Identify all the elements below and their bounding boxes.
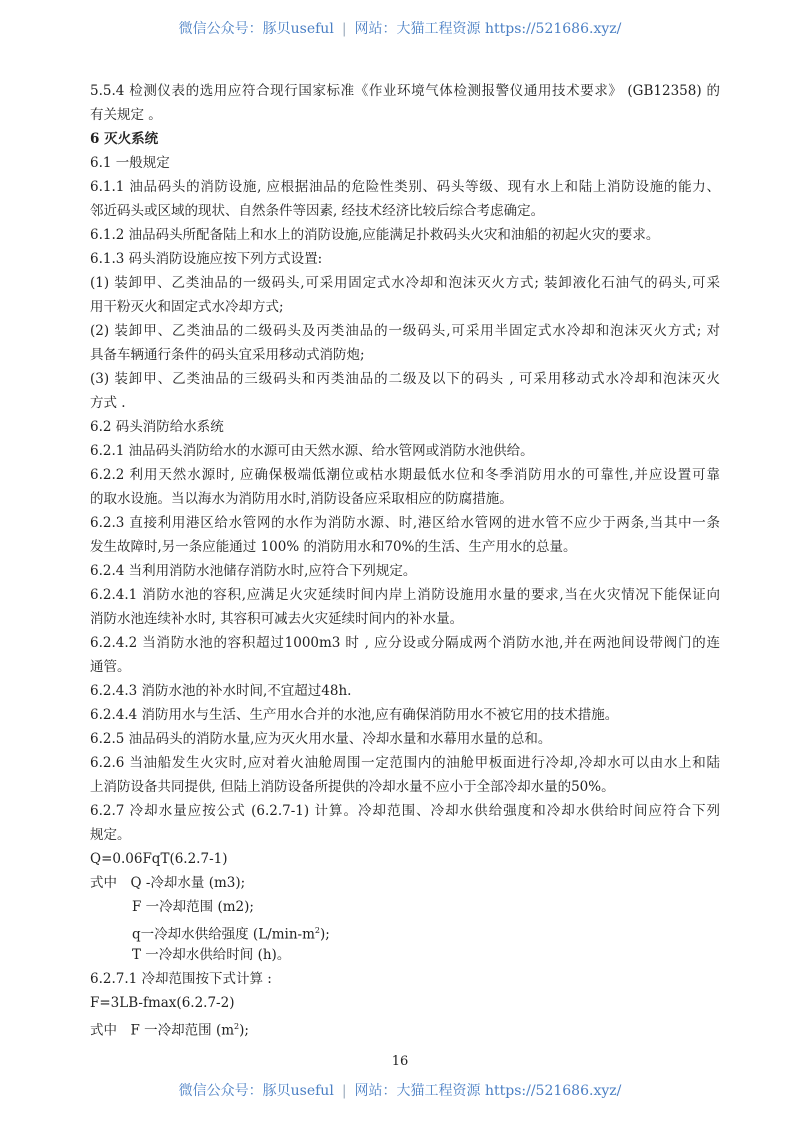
line-text: 6.1.1 油品码头的消防设施, 应根据油品的危险性类别、码头等级、现有水上和陆上消防设施的能力、 [90,179,720,195]
line-text: 6.2.4 当利用消防水池储存消防水时,应符合下列规定。 [90,563,417,579]
line-text: (3) 装卸甲、乙类油品的三级码头和丙类油品的二级及以下的码头 , 可采用移动式水冷却和泡沫灭火 [90,371,720,387]
line-text: 式中 F 一冷却范围 (m [90,1022,235,1039]
text-line [90,1015,720,1039]
section-heading [90,127,720,151]
line-text: (2) 装卸甲、乙类油品的二级码头及丙类油品的一级码头,可采用半固定式水冷却和泡沫灭火方式; 对 [90,323,720,339]
line-text: 6.2.4.2 当消防水池的容积超过1000m3 时 , 应分设或分隔成两个消防水池,并在两池间设带阀门的连 [90,635,720,651]
text-line [90,847,720,871]
line-text: 6.2.3 直接利用港区给水管网的水作为消防水源、时,港区给水管网的进水管不应少于两条,当其中一条 [90,515,720,531]
line-text: 6.1.2 油品码头所配备陆上和水上的消防设施,应能满足扑救码头火灾和油船的初起火灾的要求。 [90,227,660,243]
text-line [90,679,720,703]
text-line [90,391,720,415]
line-text: 6.2.4.1 消防水池的容积,应满足火灾延续时间内岸上消防设施用水量的要求,当在火灾情况下能保证向 [90,587,720,603]
line-text: 方式 . [90,395,126,411]
watermark-right: 网站：大猫工程资源 https://521686.xyz/ [354,1083,622,1099]
line-text: 用干粉灭火和固定式水冷却方式; [90,299,284,315]
line-text: 6.2.1 油品码头消防给水的水源可由天然水源、给水管网或消防水池供给。 [90,443,534,459]
text-line [90,967,720,991]
line-text: 5.5.4 检测仪表的选用应符合现行国家标准《作业环境气体检测报警仪通用技术要求》 (GB12358) 的 [90,83,720,99]
line-text: 6.2 码头消防给水系统 [90,419,224,435]
watermark-footer [0,1080,800,1100]
line-text: F 一冷却范围 (m2); [132,899,254,915]
line-text: Q=0.06FqT(6.2.7-1) [90,851,228,867]
text-line [90,919,720,943]
line-text: 通管。 [90,659,131,675]
line-text: 6 灭火系统 [90,131,159,147]
text-line [90,751,720,775]
text-line [90,247,720,271]
page-number: 16 [391,1054,409,1069]
line-text: 发生故障时,另一条应能通过 100% 的消防用水和70%的生活、生产用水的总量。 [90,539,577,555]
text-line [90,271,720,295]
text-line [90,103,720,127]
text-line [90,295,720,319]
text-line [90,487,720,511]
superscript: 2 [234,1022,240,1031]
text-line [90,223,720,247]
line-text: 6.2.5 油品码头的消防水量,应为灭火用水量、冷却水量和水幕用水量的总和。 [90,731,552,747]
text-line [90,799,720,823]
text-line [90,895,720,919]
line-text: 6.2.7.1 冷却范围按下式计算 : [90,971,272,987]
line-text: 具备车辆通行条件的码头宜采用移动式消防炮; [90,347,365,363]
line-text: 邻近码头或区域的现状、自然条件等因素, 经技术经济比较后综合考虑确定。 [90,203,545,219]
text-line [90,199,720,223]
text-line [90,823,720,847]
watermark-left: 微信公众号：豚贝useful [178,21,334,37]
watermark-header [0,18,800,38]
text-line [90,343,720,367]
watermark-separator: | [341,21,347,37]
line-text: 上消防设备共同提供, 但陆上消防设备所提供的冷却水量不应小于全部冷却水量的50%。 [90,779,615,795]
text-line [90,655,720,679]
text-line [90,943,720,967]
line-text: 6.1.3 码头消防设施应按下列方式设置: [90,251,323,267]
text-line [90,703,720,727]
line-text: 6.2.6 当油船发生火灾时,应对着火油舱周围一定范围内的油舱甲板面进行冷却,冷却水可以由水上和陆 [90,755,720,771]
text-line [90,511,720,535]
text-line [90,439,720,463]
watermark-separator: | [341,1083,347,1099]
text-line [90,367,720,391]
text-line [90,631,720,655]
line-text: 式中 Q -冷却水量 (m3); [90,875,246,891]
text-line [90,871,720,895]
line-text: 消防水池连续补水时, 其容积可减去火灾延续时间内的补水量。 [90,611,464,627]
text-line [90,175,720,199]
line-text: q一冷却水供给强度 (L/min-m [132,926,315,943]
document-body [90,79,720,1039]
text-line [90,583,720,607]
watermark-left: 微信公众号：豚贝useful [178,1083,334,1099]
line-text: (1) 装卸甲、乙类油品的一级码头,可采用固定式水冷却和泡沫灭火方式; 装卸液化石油气的码头,可采 [90,275,720,291]
text-line [90,727,720,751]
line-text-suffix: ); [319,926,330,943]
text-line [90,775,720,799]
line-text: 规定。 [90,827,131,843]
text-line [90,991,720,1015]
text-line [90,559,720,583]
line-text: 6.2.4.4 消防用水与生活、生产用水合并的水池,应有确保消防用水不被它用的技术措施。 [90,707,619,723]
line-text: 6.1 一般规定 [90,155,170,171]
line-text: F=3LB-fmax(6.2.7-2) [90,995,235,1011]
line-text: 的取水设施。当以海水为消防用水时,消防设备应采取相应的防腐措施。 [90,491,513,507]
text-line [90,151,720,175]
text-line [90,319,720,343]
line-text: 6.2.2 利用天然水源时, 应确保极端低潮位或枯水期最低水位和冬季消防用水的可靠性,并应设置可靠 [90,467,720,483]
superscript: 2 [314,926,320,935]
text-line [90,607,720,631]
line-text-suffix: ); [239,1022,249,1039]
watermark-right: 网站：大猫工程资源 https://521686.xyz/ [354,21,622,37]
line-text: 6.2.4.3 消防水池的补水时间,不宜超过48h. [90,683,352,699]
line-text: 有关规定 。 [90,107,162,123]
text-line [90,79,720,103]
line-text: T 一冷却水供给时间 (h)。 [132,947,291,963]
text-line [90,463,720,487]
text-line [90,535,720,559]
text-line [90,415,720,439]
line-text: 6.2.7 冷却水量应按公式 (6.2.7-1) 计算。冷却范围、冷却水供给强度和冷却水供给时间应符合下列 [90,803,720,819]
